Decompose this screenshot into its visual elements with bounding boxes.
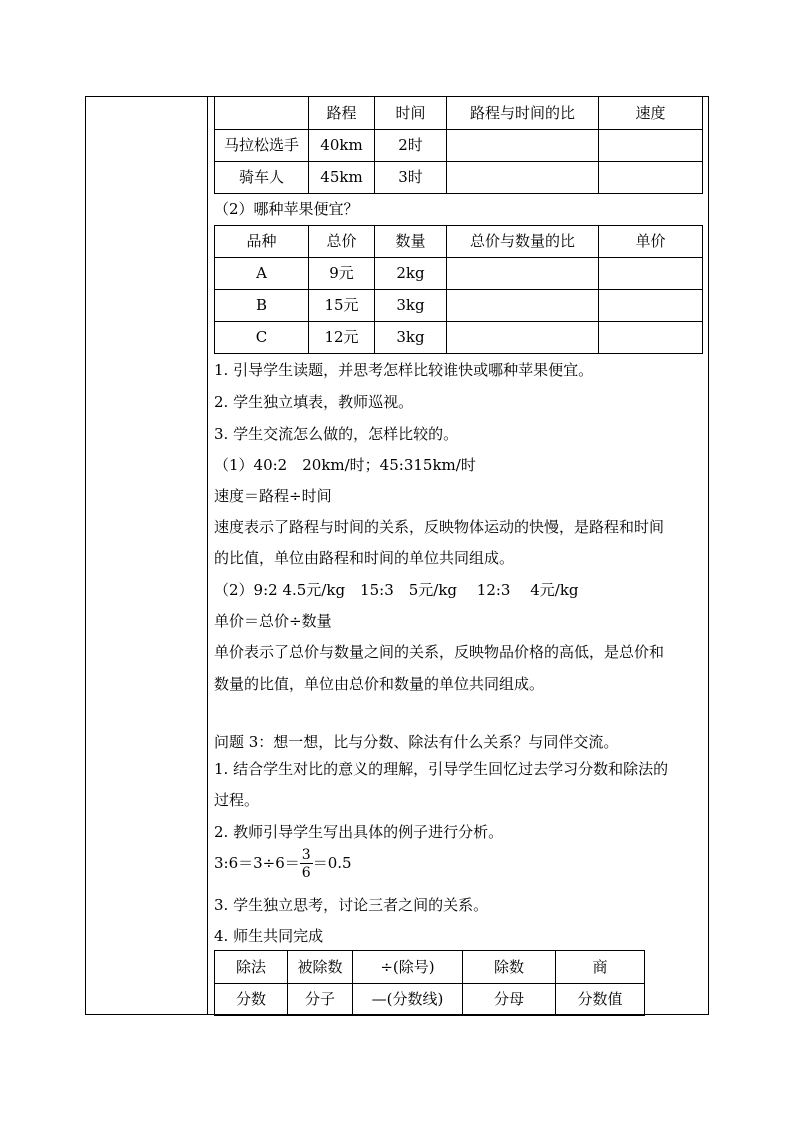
table-header-cell: 路程与时间的比 [447, 97, 599, 130]
table-header-cell: 时间 [375, 97, 447, 130]
question-3: 问题 3：想一想，比与分数、除法有什么关系？与同伴交流。 [214, 733, 619, 751]
table-header-cell: 单价 [599, 226, 703, 258]
division-fraction-table [214, 950, 645, 1016]
step-1: 1. 引导学生读题，并思考怎样比较谁快或哪种苹果便宜。 [214, 361, 594, 379]
table-cell: 骑车人 [215, 162, 309, 194]
table-cell: 分母 [463, 984, 556, 1016]
table-row [215, 162, 703, 194]
fraction-numerator: 3 [301, 847, 311, 863]
price-explanation-cont: 数量的比值，单位由总价和数量的单位共同组成。 [214, 675, 545, 693]
speed-explanation: 速度表示了路程与时间的关系，反映物体运动的快慢，是路程和时间 [214, 518, 665, 536]
step-2: 2. 学生独立填表，教师巡视。 [214, 393, 414, 411]
q3-step-1: 1. 结合学生对比的意义的理解，引导学生回忆过去学习分数和除法的 [214, 760, 669, 778]
q3-step-1-cont: 过程。 [214, 791, 260, 809]
table-cell: 除数 [463, 951, 556, 984]
equation-right: ＝0.5 [312, 854, 352, 872]
table-cell: 被除数 [288, 951, 353, 984]
price-table [214, 225, 703, 354]
table-cell: 2时 [375, 130, 447, 162]
table-cell: 马拉松选手 [215, 130, 309, 162]
table-header-cell: 总价 [309, 226, 375, 258]
table-header-cell [215, 97, 309, 130]
answer-2: （2）9:2 4.5元/kg 15:3 5元/kg 12:3 4元/kg [214, 581, 579, 599]
table-header-cell: 品种 [215, 226, 309, 258]
table-cell [599, 290, 703, 322]
table-cell [447, 130, 599, 162]
equation-left: 3:6＝3÷6＝ [214, 854, 300, 872]
table-cell: B [215, 290, 309, 322]
table-cell: 3kg [375, 322, 447, 354]
table-cell [599, 258, 703, 290]
q3-step-2: 2. 教师引导学生写出具体的例子进行分析。 [214, 823, 504, 841]
speed-table [214, 96, 703, 194]
table-cell: 45km [309, 162, 375, 194]
table-cell: 2kg [375, 258, 447, 290]
table-cell [447, 162, 599, 194]
table-row [215, 97, 703, 130]
table-cell: ÷(除号) [353, 951, 463, 984]
q3-step-3: 3. 学生独立思考，讨论三者之间的关系。 [214, 896, 489, 914]
table-cell: 9元 [309, 258, 375, 290]
price-formula: 单价＝总价÷数量 [214, 612, 332, 630]
step-3: 3. 学生交流怎么做的，怎样比较的。 [214, 425, 459, 443]
table-cell: C [215, 322, 309, 354]
table-cell: 分数值 [556, 984, 645, 1016]
q3-step-4: 4. 师生共同完成 [214, 927, 324, 945]
table-cell: 除法 [215, 951, 288, 984]
table-cell [599, 130, 703, 162]
table-cell: 商 [556, 951, 645, 984]
table-header-cell: 总价与数量的比 [447, 226, 599, 258]
table-cell: 3kg [375, 290, 447, 322]
table-row [215, 984, 645, 1016]
table-row [215, 130, 703, 162]
table-cell: 40km [309, 130, 375, 162]
left-column [86, 97, 208, 1014]
table-cell: 12元 [309, 322, 375, 354]
table-cell: —(分数线) [353, 984, 463, 1016]
table-row [215, 322, 703, 354]
table-row [215, 951, 645, 984]
table-cell [599, 162, 703, 194]
equation [214, 846, 352, 880]
table-header-cell: 速度 [599, 97, 703, 130]
table-row [215, 290, 703, 322]
table-row [215, 258, 703, 290]
table-header-cell: 路程 [309, 97, 375, 130]
table-header-cell: 数量 [375, 226, 447, 258]
table-row [215, 226, 703, 258]
table-cell: A [215, 258, 309, 290]
speed-explanation-cont: 的比值，单位由路程和时间的单位共同组成。 [214, 549, 515, 567]
table-cell [599, 322, 703, 354]
table-cell: 3时 [375, 162, 447, 194]
fraction-denominator: 6 [301, 865, 311, 881]
table-cell [447, 290, 599, 322]
table-cell: 15元 [309, 290, 375, 322]
speed-formula: 速度＝路程÷时间 [214, 487, 332, 505]
question-2: （2）哪种苹果便宜？ [214, 200, 359, 218]
table-cell: 分子 [288, 984, 353, 1016]
table-cell [447, 258, 599, 290]
price-explanation: 单价表示了总价与数量之间的关系，反映物品价格的高低，是总价和 [214, 643, 665, 661]
table-cell: 分数 [215, 984, 288, 1016]
table-cell [447, 322, 599, 354]
fraction [300, 848, 313, 880]
answer-1: （1）40:2 20km/时；45:315km/时 [214, 456, 476, 474]
